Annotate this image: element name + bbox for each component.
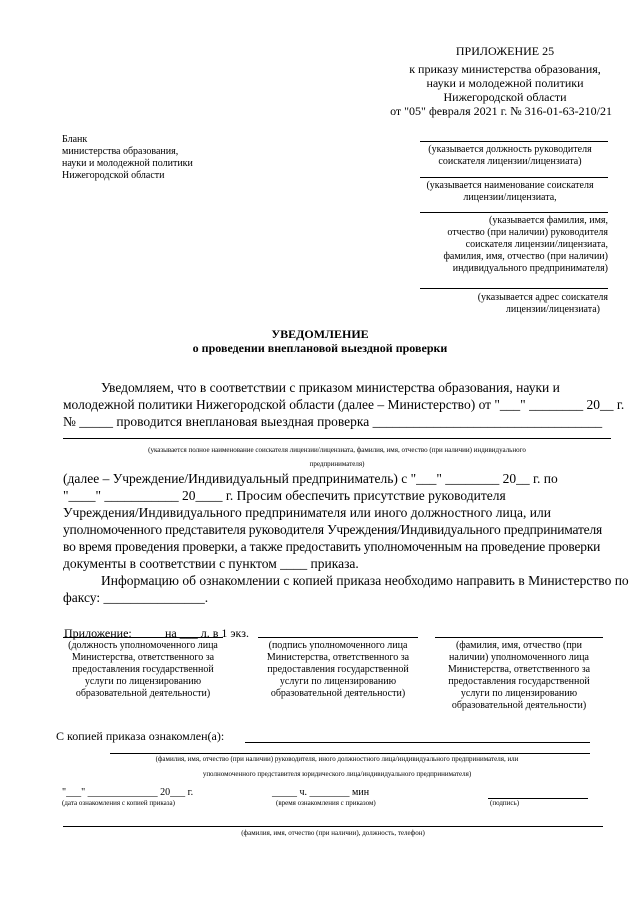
attachment-label: Приложение:	[64, 626, 132, 640]
fio-line	[420, 212, 608, 213]
address-line	[420, 288, 608, 289]
address-hint-1: (указывается адрес соискателя	[477, 292, 608, 303]
sig2-line: образовательной деятельности)	[270, 688, 406, 699]
body-p1-line-1: Уведомляем, что в соответствии с приказом министерства образования, науки и	[101, 380, 560, 395]
body-p2-line-5: во время проведения проверки, а также предоставить уполномоченным на проведение проверки	[63, 539, 601, 554]
sig1-line: образовательной деятельности)	[75, 688, 211, 699]
letterhead-line-2: министерства образования,	[62, 146, 179, 157]
appendix-order-number: от "05" февраля 2021 г. № 316-01-63-210/21	[390, 104, 612, 118]
letterhead-line-4: Нижегородской области	[62, 170, 165, 181]
sig2-line: (подпись уполномоченного лица	[268, 640, 408, 651]
appendix-title: ПРИЛОЖЕНИЕ 25	[455, 44, 555, 58]
body-p2-line-2: "____" ___________ 20____ г. Просим обеспечить присутствие руководителя	[63, 488, 506, 503]
acknowledger-hint-2: уполномоченного представителя юридического лица/индивидуального предпринимателя)	[202, 770, 472, 778]
acknowledgement-label: С копией приказа ознакомлен(а):	[56, 729, 225, 743]
acknowledgement-line	[245, 742, 590, 743]
name-hint-2: лицензии/лицензиата,	[463, 192, 557, 203]
letterhead-line-1: Бланк	[62, 134, 88, 145]
name-hint-1: (указывается наименование соискателя	[426, 180, 594, 191]
sig2-line: Министерства, ответственного за	[266, 652, 410, 663]
org-hint-1: (указывается полное наименование соискателя лицензии/лицензиата, фамилия, имя, отчество (при наличии) индивидуального	[148, 446, 526, 454]
signature-line-2	[258, 637, 418, 638]
footer-hint: (фамилия, имя, отчество (при наличии), должность, телефон)	[241, 829, 425, 837]
fio-hint-2: отчество (при наличии) руководителя	[447, 227, 608, 238]
fio-hint-3: соискателя лицензии/лицензиата,	[465, 239, 608, 250]
ack-time-hint: (время ознакомления с приказом)	[276, 799, 376, 807]
appendix-line-3: Нижегородской области	[443, 90, 567, 104]
body-p2-line-6: документы в соответствии с пунктом ____ приказа.	[63, 556, 359, 571]
name-line	[420, 177, 608, 178]
org-hint-2: предпринимателя)	[309, 460, 365, 468]
position-hint-1: (указывается должность руководителя	[428, 144, 592, 155]
ack-date-line: "___" ______________ 20___ г.	[62, 787, 194, 798]
appendix-line-2: науки и молодежной политики	[426, 76, 584, 90]
sig1-line: (должность уполномоченного лица	[68, 640, 218, 651]
sig3-line: Министерства, ответственного за	[447, 664, 591, 675]
sig1-line: услуги по лицензированию	[84, 676, 202, 687]
signature-col-3	[433, 640, 605, 712]
ack-time-line: _____ ч. ________ мин	[272, 787, 370, 798]
signature-col-1	[58, 640, 228, 700]
sig1-line: предоставления государственной	[72, 664, 214, 675]
sig3-line: услуги по лицензированию	[460, 688, 578, 699]
sig2-line: услуги по лицензированию	[279, 676, 397, 687]
org-name-line	[63, 438, 611, 439]
document-subtitle: о проведении внеплановой выездной проверки	[192, 341, 448, 355]
sig3-line: образовательной деятельности)	[451, 700, 587, 711]
body-p3-line-2: факсу: _______________.	[63, 590, 209, 605]
acknowledger-name-line	[110, 753, 590, 754]
position-hint-2: соискателя лицензии/лицензиата)	[438, 156, 582, 167]
sig3-line: наличии) уполномоченного лица	[449, 652, 589, 663]
document-title: УВЕДОМЛЕНИЕ	[271, 327, 369, 341]
sig3-line: предоставления государственной	[448, 676, 590, 687]
body-p1-line-3: № _____ проводится внеплановая выездная проверка __________________________________	[63, 414, 603, 429]
fio-hint-5: индивидуального предпринимателя)	[452, 263, 608, 274]
signature-col-2	[253, 640, 423, 700]
signature-line-1	[63, 637, 223, 638]
sig2-line: предоставления государственной	[267, 664, 409, 675]
body-p2-line-1: (далее – Учреждение/Индивидуальный предприниматель) с "___" ________ 20__ г. по	[63, 471, 558, 486]
signature-line-3	[435, 637, 603, 638]
body-p3-line-1: Информацию об ознакомлении с копией приказа необходимо направить в Министерство по	[101, 573, 629, 588]
letterhead-line-3: науки и молодежной политики	[62, 158, 193, 169]
footer-line	[63, 826, 603, 827]
attachment-value: на ___ л. в 1 экз.	[165, 626, 249, 640]
address-hint-2: лицензии/лицензиата)	[505, 304, 600, 315]
position-line	[420, 141, 608, 142]
appendix-line-1: к приказу министерства образования,	[409, 62, 601, 76]
fio-hint-1: (указывается фамилия, имя,	[489, 215, 608, 226]
acknowledger-hint-1: (фамилия, имя, отчество (при наличии) руководителя, иного должностного лица/индивидуального предпринимателя, или	[155, 755, 519, 763]
body-p2-line-3: Учреждения/Индивидуального предпринимателя или иного должностного лица, или	[63, 505, 551, 520]
sig3-line: (фамилия, имя, отчество (при	[455, 640, 583, 651]
sig1-line: Министерства, ответственного за	[71, 652, 215, 663]
ack-sign-hint: (подпись)	[490, 799, 520, 807]
fio-hint-4: фамилия, имя, отчество (при наличии)	[443, 251, 608, 262]
body-p1-line-2: молодежной политики Нижегородской области (далее – Министерство) от "___" ________ 20__ г.	[63, 397, 625, 412]
ack-date-hint: (дата ознакомления с копией приказа)	[62, 799, 175, 807]
body-p2-line-4: уполномоченного представителя руководителя Учреждения/Индивидуального предпринимателя	[63, 522, 602, 537]
